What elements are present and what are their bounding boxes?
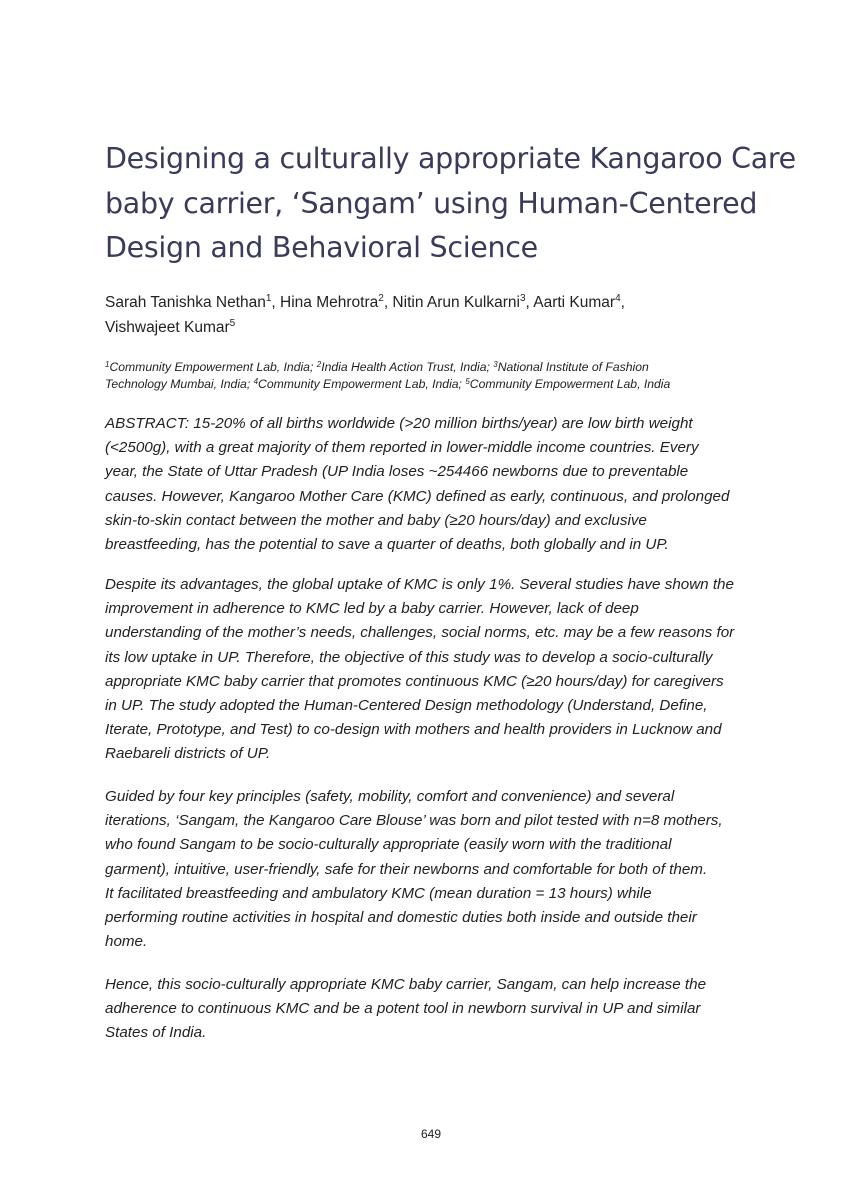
text-line: breastfeeding, has the potential to save a quarter of deaths, both globally and in UP. [105,536,669,554]
text-line: causes. However, Kangaroo Mother Care (KMC) defined as early, continuous, and prolonged [105,487,730,505]
author-name: Sarah Tanishka Nethan [105,294,266,311]
text-line: garment), intuitive, user-friendly, safe for their newborns and comfortable for both of them. [105,860,708,878]
affiliation-mark: 4 [253,376,259,386]
affiliation-text: National Institute of Fashion [497,360,649,374]
text-line: skin-to-skin contact between the mother and baby (≥20 hours/day) and exclusive [105,511,647,529]
affiliation-mark: 2 [316,360,322,369]
abstract-paragraph [105,412,765,557]
text-line: ABSTRACT: 15-20% of all births worldwide (>20 million births/year) are low birth weight [105,415,693,432]
text-line: It facilitated breastfeeding and ambulatory KMC (mean duration = 13 hours) while [105,884,652,902]
text-line: adherence to continuous KMC and be a potent tool in newborn survival in UP and similar [105,1000,701,1018]
body-paragraph [105,973,765,1046]
author-separator: , [620,294,625,311]
affiliation-mark: 1 [105,360,110,369]
text-line: improvement in adherence to KMC led by a baby carrier. However, lack of deep [105,600,639,618]
affiliation-text: Community Empowerment Lab, India; [258,376,466,391]
text-line: home. [105,933,148,951]
author-list [105,290,765,340]
author-name: , Aarti Kumar [525,294,616,311]
author-affiliation-mark: 5 [229,318,236,329]
text-line: year, the State of Uttar Pradesh (UP India loses ~254466 newborns due to preventable [105,463,689,481]
text-line: Guided by four key principles (safety, mobility, comfort and convenience) and several [105,788,675,805]
text-line: who found Sangam to be socio-culturally appropriate (easily worn with the traditional [105,836,672,854]
affiliations [105,359,785,392]
text-line: Raebareli districts of UP. [105,745,271,763]
author-affiliation-mark: 1 [265,293,272,304]
affiliation-line [105,359,785,376]
text-line: (<2500g), with a great majority of them reported in lower-middle income countries. Every [105,439,699,457]
text-line: States of India. [105,1024,207,1042]
author-affiliation-mark: 3 [519,293,526,304]
text-line: Despite its advantages, the global uptake of KMC is only 1%. Several studies have shown the [105,576,734,593]
text-line: its low uptake in UP. Therefore, the objective of this study was to develop a socio-culturally [105,648,713,666]
text-line: Iterate, Prototype, and Test) to co-design with mothers and health providers in Lucknow and [105,721,722,739]
author-name: , Hina Mehrotra [271,294,379,311]
text-line: understanding of the mother’s needs, challenges, social norms, etc. may be a few reasons for [105,624,735,642]
affiliation-text: India Health Action Trust, India; [321,360,494,374]
author-line [105,315,765,340]
author-affiliation-mark: 4 [615,293,621,304]
text-line: in UP. The study adopted the Human-Centered Design methodology (Understand, Define, [105,697,708,715]
body-paragraph [105,785,765,954]
affiliation-text: Technology Mumbai, India; [105,376,254,391]
author-name: Vishwajeet Kumar [105,319,230,336]
text-line: performing routine activities in hospital and domestic duties both inside and outside their [105,909,697,927]
affiliation-text: Community Empowerment Lab, India; [109,360,317,374]
author-name: , Nitin Arun Kulkarni [383,294,520,311]
title-line: Designing a culturally appropriate Kangaroo Care [105,142,796,175]
text-line: appropriate KMC baby carrier that promotes continuous KMC (≥20 hours/day) for caregivers [105,672,724,690]
affiliation-mark: 5 [465,376,470,386]
page-number: 649 [420,1127,442,1141]
author-affiliation-mark: 2 [378,293,384,304]
affiliation-text: Community Empowerment Lab, India [469,376,671,391]
text-line: Hence, this socio-culturally appropriate KMC baby carrier, Sangam, can help increase the [105,976,707,993]
paper-title [105,137,796,271]
author-line [105,290,765,315]
affiliation-mark: 3 [493,360,498,369]
body-paragraph [105,573,765,767]
affiliation-line [105,376,785,393]
title-line: Design and Behavioral Science [105,231,538,264]
title-line: baby carrier, ‘Sangam’ using Human-Centered [105,186,758,220]
text-line: iterations, ‘Sangam, the Kangaroo Care Blouse’ was born and pilot tested with n=8 mothers, [105,812,723,830]
